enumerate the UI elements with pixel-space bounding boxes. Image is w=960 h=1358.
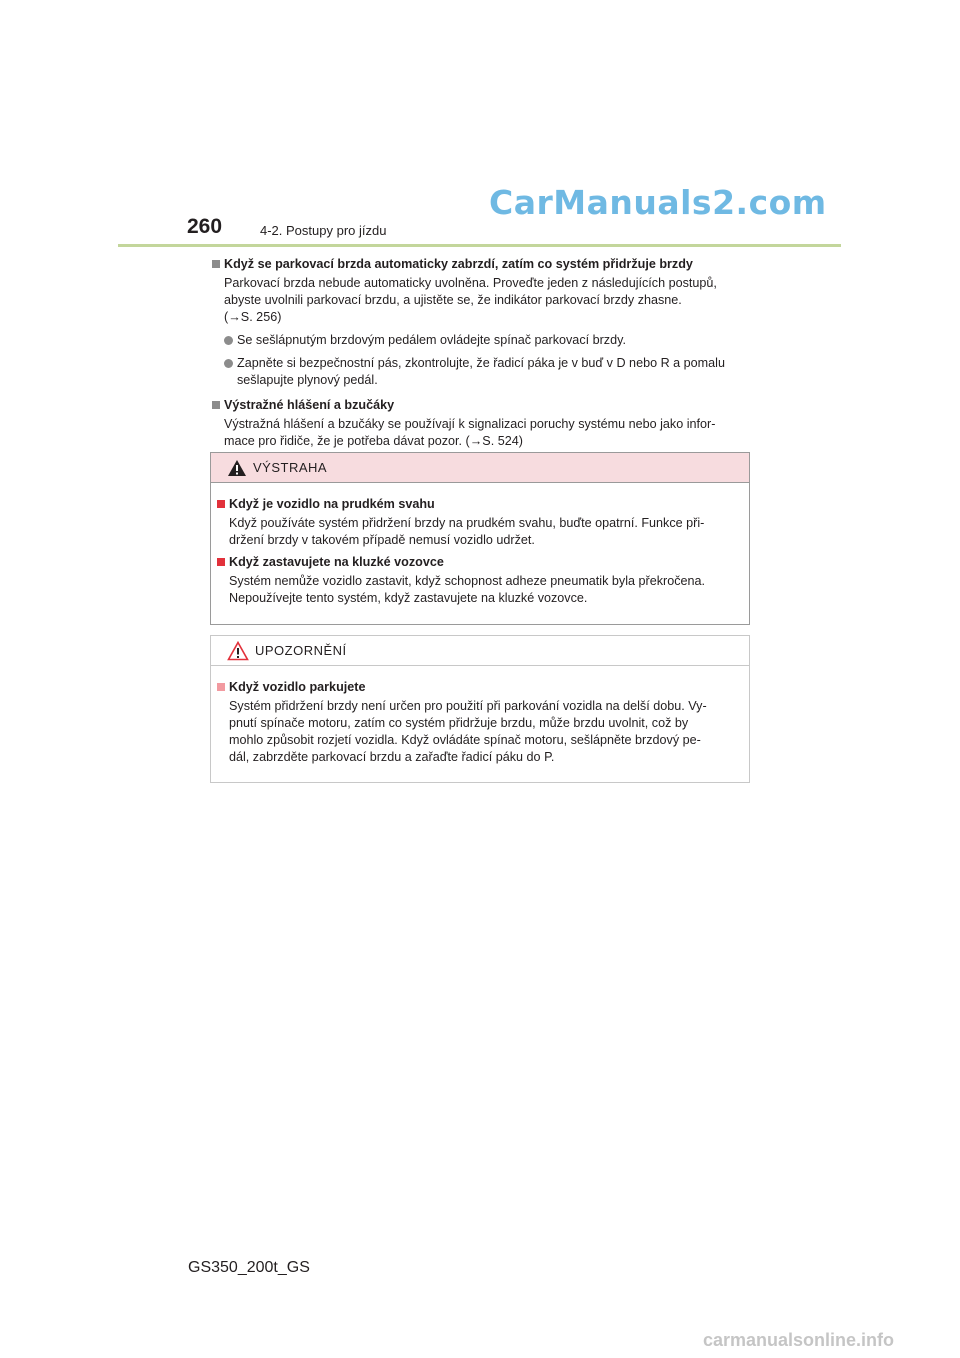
caution-triangle-icon [227, 641, 249, 661]
warning-box-header [211, 453, 749, 483]
footer-model-code: GS350_200t_GS [188, 1259, 310, 1276]
page-number: 260 [187, 215, 223, 238]
square-bullet-icon [212, 401, 220, 409]
warning-box-body [211, 483, 749, 607]
caution-box-title: UPOZORNĚNÍ [255, 643, 347, 658]
watermark-footer: carmanualsonline.info [703, 1330, 895, 1350]
caution-box-header [211, 636, 749, 666]
square-bullet-icon [212, 260, 220, 268]
section-warnings-buzzers [212, 397, 750, 450]
caution-box-body [211, 666, 749, 766]
round-bullet-icon [224, 359, 233, 368]
caution-item-text: Systém přidržení brzdy není určen pro použití při parkování vozidla na delší dobu. Vy- pnutí spínače motoru, zatím co systém přidržuje brzdu, může brzdu uvolnit, což by mohlo způsobit rozjetí vozidla. Když ovládáte spínač motoru, sešlápněte brzdový pe- dál, zabrzděte parkovací brzdu a zařaďte řadicí páku do P. [229, 699, 707, 764]
square-bullet-icon [217, 558, 225, 566]
list-item: Zapněte si bezpečnostní pás, zkontrolujte, že řadicí páka je v buď v D nebo R a pomalu sešlapujte plynový pedál. [224, 355, 750, 389]
caution-box [210, 635, 750, 783]
warning-item-heading: Když je vozidlo na prudkém svahu [217, 496, 741, 513]
warning-item-text: Když používáte systém přidržení brzdy na prudkém svahu, buďte opatrní. Funkce při- držení brzdy v takovém případě nemusí vozidlo udržet. [229, 516, 705, 547]
section-title: 4-2. Postupy pro jízdu [260, 223, 387, 238]
warning-triangle-icon [227, 459, 247, 477]
section-parking-brake [212, 256, 750, 389]
list-item: Se sešlápnutým brzdovým pedálem ovládejte spínač parkovací brzdy. [224, 332, 750, 349]
header-rule [118, 244, 841, 247]
caution-item-heading: Když vozidlo parkujete [217, 679, 741, 696]
warning-box [210, 452, 750, 625]
main-content [212, 256, 750, 458]
warning-item-text: Systém nemůže vozidlo zastavit, když schopnost adheze pneumatik byla překročena. Nepoužívejte tento systém, když zastavujete na kluzké vozovce. [229, 574, 706, 605]
section-heading: Výstražné hlášení a bzučáky [212, 397, 750, 414]
section-paragraph: Výstražná hlášení a bzučáky se používají k signalizaci poruchy systému nebo jako infor- mace pro řidiče, že je potřeba dávat pozor. (→S. 524) [224, 417, 716, 448]
page-reference-link[interactable]: (→S. 256) [224, 310, 282, 324]
round-bullet-icon [224, 336, 233, 345]
square-bullet-icon [217, 500, 225, 508]
warning-item-heading: Když zastavujete na kluzké vozovce [217, 554, 741, 571]
section-heading: Když se parkovací brzda automaticky zabrzdí, zatím co systém přidržuje brzdy [212, 256, 750, 273]
section-paragraph: Parkovací brzda nebude automaticky uvolněna. Proveďte jeden z následujících postupů, abyste uvolnili parkovací brzdu, a ujistěte se, že indikátor parkovací brzdy zhasne. (→S. 256) [224, 275, 750, 326]
square-bullet-icon [217, 683, 225, 691]
watermark-logo: CarManuals2.com [489, 183, 827, 222]
warning-box-title: VÝSTRAHA [253, 460, 328, 475]
